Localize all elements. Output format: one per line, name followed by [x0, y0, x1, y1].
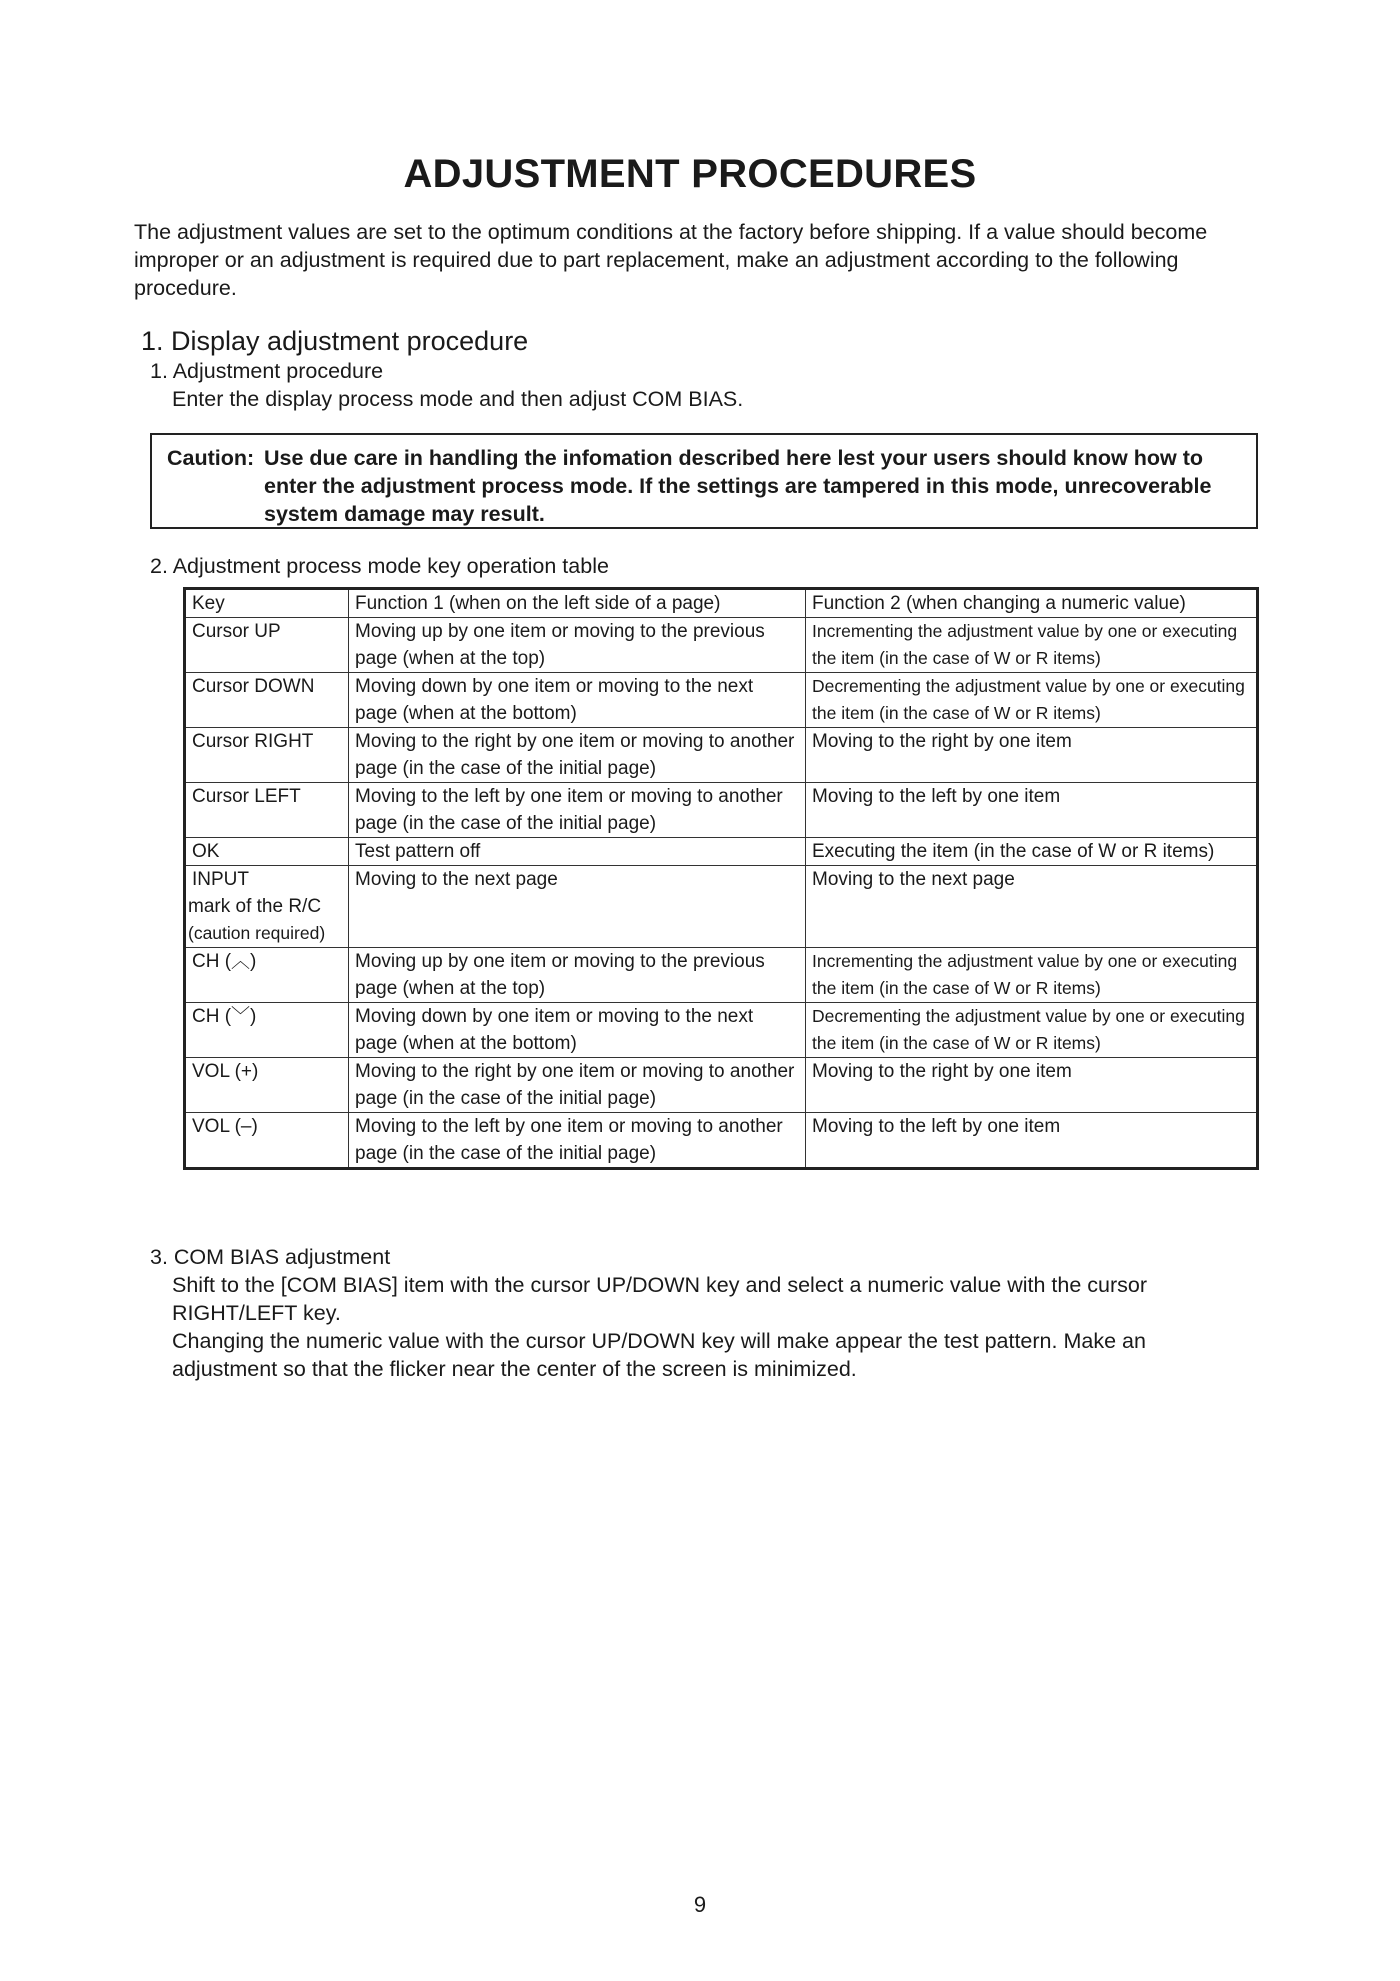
- header-key: Key: [185, 589, 349, 618]
- adjustment-procedure-text: Enter the display process mode and then adjust COM BIAS.: [172, 387, 744, 411]
- table-row: [185, 1058, 1258, 1113]
- caution-text: Use due care in handling the infomation described here lest your users should know how to enter the adjustment process mode. If the settings are tampered in this mode, unrecoverable system damage may result.: [264, 446, 1212, 526]
- row-function-1: Moving down by one item or moving to the next page (when at the bottom): [349, 673, 806, 728]
- table-header-row: [185, 589, 1258, 618]
- subheading-com-bias-adjustment: 3. COM BIAS adjustment: [150, 1245, 391, 1269]
- row-function-1: Moving to the left by one item or moving to another page (in the case of the initial page): [349, 783, 806, 838]
- header-function-2: Function 2 (when changing a numeric value): [806, 589, 1258, 618]
- com-bias-paragraph-2: Changing the numeric value with the cursor UP/DOWN key will make appear the test pattern. Make an adjustment so that the flicker near the center of the screen is minimized.: [172, 1329, 1146, 1381]
- header-function-1: Function 1 (when on the left side of a page): [349, 589, 806, 618]
- row-function-2: Moving to the left by one item: [806, 783, 1258, 838]
- row-function-2: Moving to the right by one item: [806, 1058, 1258, 1113]
- subheading-key-operation-table: 2. Adjustment process mode key operation table: [150, 554, 609, 578]
- page-number: 9: [693, 1892, 707, 1917]
- row-function-1: Moving up by one item or moving to the previous page (when at the top): [349, 948, 806, 1003]
- row-key: Cursor UP: [185, 618, 349, 673]
- row-function-1: Moving to the next page: [349, 866, 806, 948]
- row-key-input: [185, 866, 349, 948]
- row-key: CH (﹀): [185, 1003, 349, 1058]
- row-function-2: Decrementing the adjustment value by one or executing the item (in the case of W or R items): [806, 673, 1258, 728]
- row-function-2: Executing the item (in the case of W or R items): [806, 838, 1258, 866]
- row-function-1: Test pattern off: [349, 838, 806, 866]
- row-function-2: Decrementing the adjustment value by one or executing the item (in the case of W or R items): [806, 1003, 1258, 1058]
- row-key: Cursor DOWN: [185, 673, 349, 728]
- key-operation-table: [183, 587, 1259, 1170]
- table-row: [185, 1113, 1258, 1169]
- subheading-adjustment-procedure: 1. Adjustment procedure: [150, 359, 384, 383]
- row-function-1: Moving to the left by one item or moving to another page (in the case of the initial page): [349, 1113, 806, 1169]
- page-title: ADJUSTMENT PROCEDURES: [403, 152, 977, 196]
- row-key-caution: (caution required): [188, 923, 326, 943]
- table-row: [185, 618, 1258, 673]
- table-row: [185, 948, 1258, 1003]
- caution-box: [150, 433, 1258, 529]
- row-function-2: Incrementing the adjustment value by one or executing the item (in the case of W or R items): [806, 948, 1258, 1003]
- row-function-2: Moving to the next page: [806, 866, 1258, 948]
- row-key: VOL (–): [185, 1113, 349, 1169]
- row-function-2: Incrementing the adjustment value by one or executing the item (in the case of W or R items): [806, 618, 1258, 673]
- row-function-1: Moving to the right by one item or moving to another page (in the case of the initial page): [349, 1058, 806, 1113]
- com-bias-paragraph-1: Shift to the [COM BIAS] item with the cursor UP/DOWN key and select a numeric value with the cursor RIGHT/LEFT key.: [172, 1273, 1148, 1325]
- row-key: VOL (+): [185, 1058, 349, 1113]
- row-key: INPUT: [192, 869, 249, 890]
- table-row: [185, 1003, 1258, 1058]
- intro-paragraph: The adjustment values are set to the optimum conditions at the factory before shipping. If a value should become improper or an adjustment is required due to part replacement, make an adjustment according to the following procedure.: [134, 220, 1208, 300]
- row-function-2: Moving to the left by one item: [806, 1113, 1258, 1169]
- row-key-note: mark of the R/C: [188, 896, 322, 917]
- row-function-1: Moving down by one item or moving to the next page (when at the bottom): [349, 1003, 806, 1058]
- table-row: [185, 866, 1258, 948]
- table-row: [185, 783, 1258, 838]
- table-row: [185, 728, 1258, 783]
- row-function-1: Moving to the right by one item or moving to another page (in the case of the initial page): [349, 728, 806, 783]
- row-function-2: Moving to the right by one item: [806, 728, 1258, 783]
- row-key: OK: [185, 838, 349, 866]
- section-heading-display-adjustment: 1. Display adjustment procedure: [141, 326, 529, 356]
- row-key: CH (︿): [185, 948, 349, 1003]
- row-key: Cursor RIGHT: [185, 728, 349, 783]
- row-key: Cursor LEFT: [185, 783, 349, 838]
- table-row: [185, 673, 1258, 728]
- table-row: [185, 838, 1258, 866]
- row-function-1: Moving up by one item or moving to the previous page (when at the top): [349, 618, 806, 673]
- caution-label: Caution:: [167, 446, 255, 470]
